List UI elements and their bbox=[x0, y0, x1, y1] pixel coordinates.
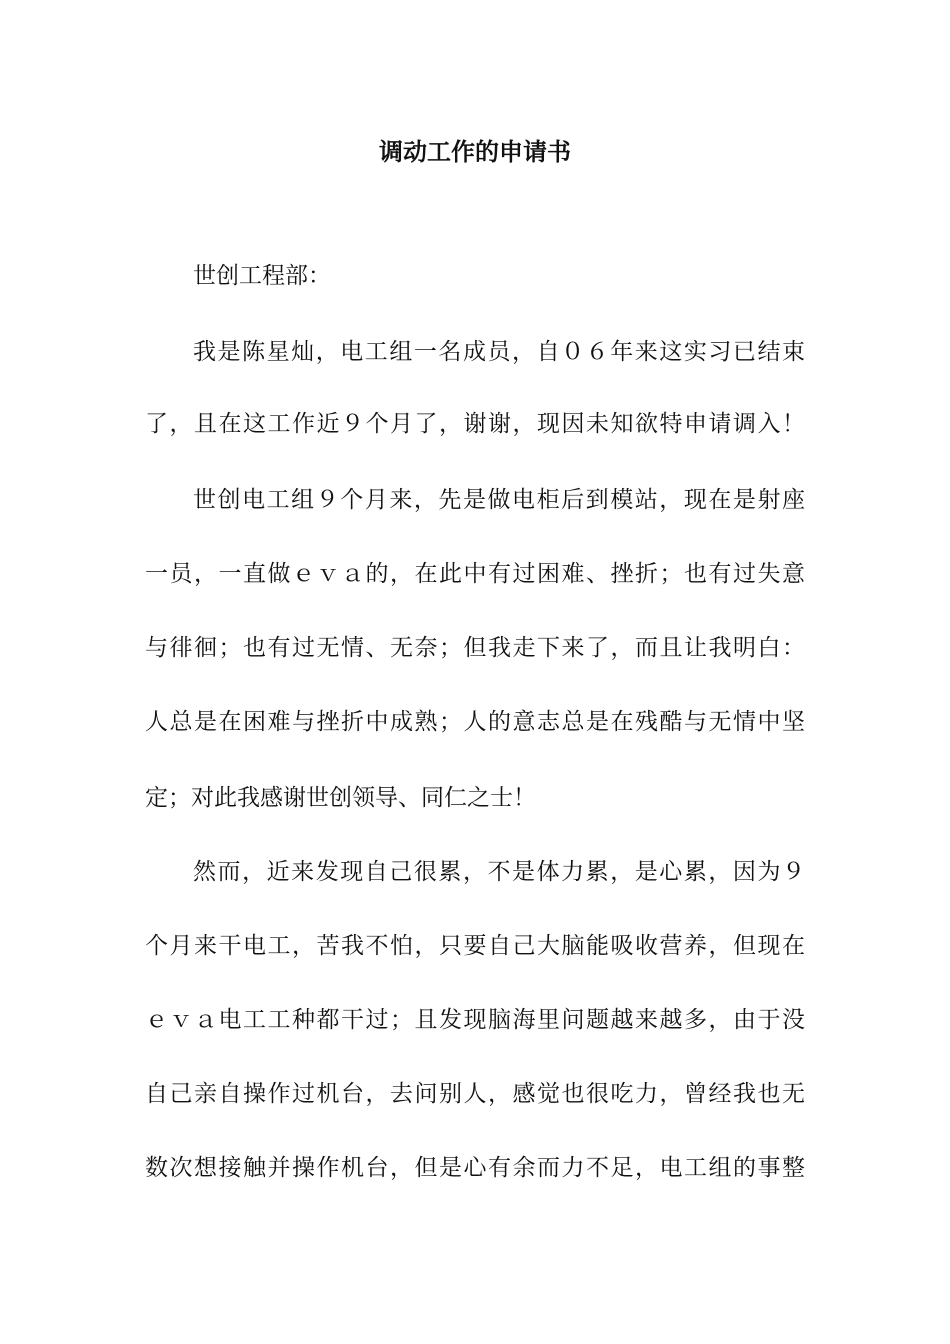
paragraph-line: 数次想接触并操作机台，但是心有余而力不足，电工组的事整 bbox=[145, 1155, 805, 1181]
paragraph-line: 一员，一直做ｅｖａ的，在此中有过困难、挫折；也有过失意 bbox=[145, 561, 805, 587]
paragraph-line: ｅｖａ电工工种都干过；且发现脑海里问题越来越多，由于没 bbox=[145, 1007, 805, 1033]
paragraph-line: 我是陈星灿，电工组一名成员，自０６年来这实习已结束 bbox=[193, 339, 805, 365]
paragraph-line: 然而，近来发现自己很累，不是体力累，是心累，因为９ bbox=[193, 859, 805, 885]
paragraph-line: 与徘徊；也有过无情、无奈；但我走下来了，而且让我明白： bbox=[145, 635, 805, 661]
paragraph-line: 定；对此我感谢世创领导、同仁之士！ bbox=[145, 785, 536, 811]
paragraph-line: 世创电工组９个月来，先是做电柜后到模站，现在是射座 bbox=[193, 487, 805, 513]
paragraph-line: 了，且在这工作近９个月了，谢谢，现因未知欲特申请调入！ bbox=[145, 411, 805, 437]
paragraph-line: 个月来干电工，苦我不怕，只要自己大脑能吸收营养，但现在 bbox=[145, 933, 805, 959]
salutation-line: 世创工程部： bbox=[193, 263, 331, 289]
paragraph-line: 人总是在困难与挫折中成熟；人的意志总是在残酷与无情中坚 bbox=[145, 709, 805, 735]
paragraph-line: 自己亲自操作过机台，去问别人，感觉也很吃力，曾经我也无 bbox=[145, 1081, 805, 1107]
document-title: 调动工作的申请书 bbox=[379, 138, 571, 166]
